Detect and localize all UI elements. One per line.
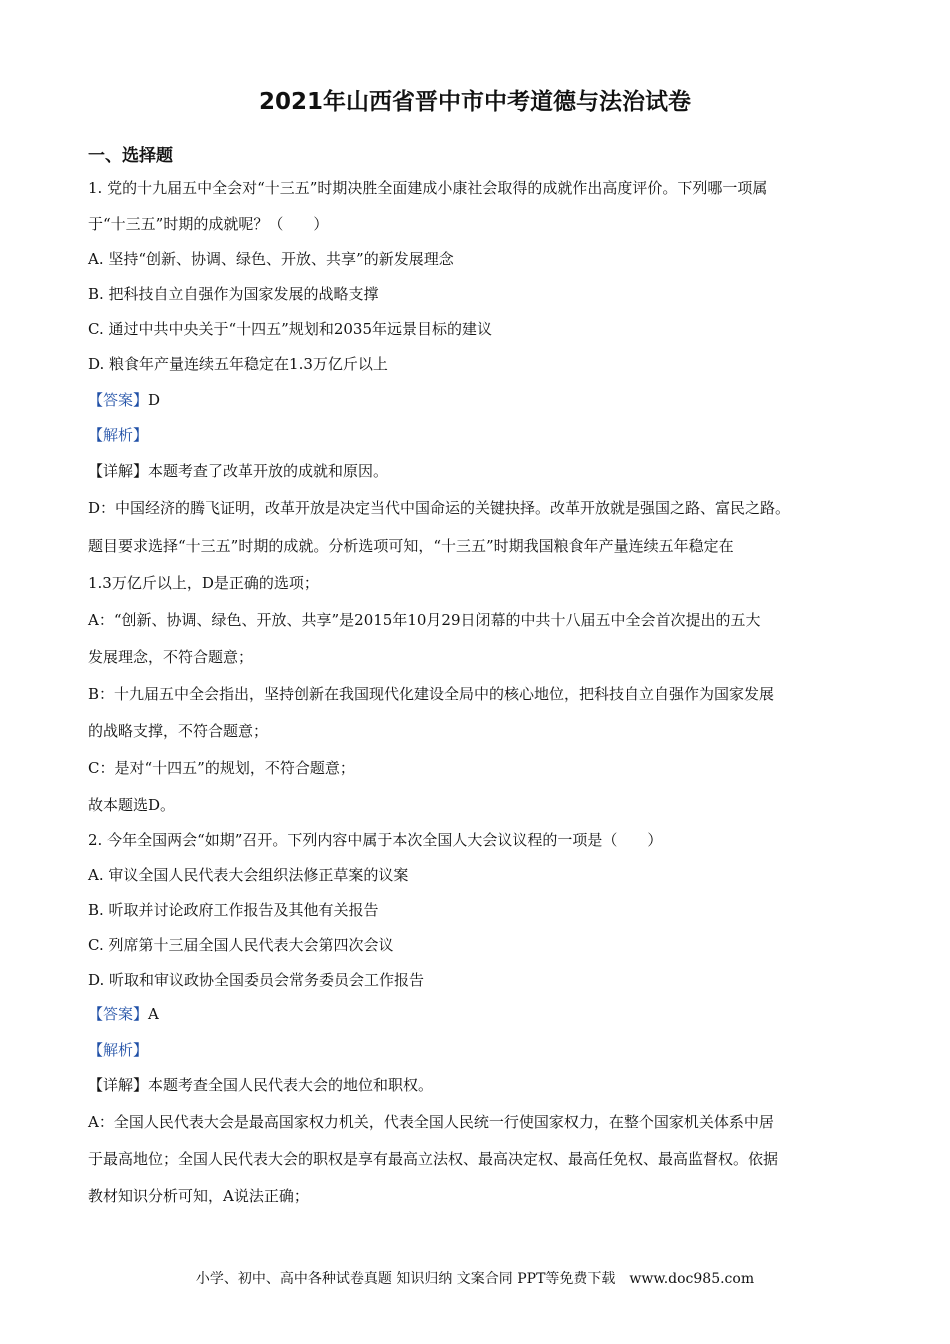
q1-answer [88, 390, 160, 410]
q2-analysis-tag: 【解析】 [88, 1041, 149, 1059]
q2-option-c: C. 列席第十三届全国人民代表大会第四次会议 [88, 936, 394, 954]
q2-option-d: D. 听取和审议政协全国委员会常务委员会工作报告 [88, 971, 425, 989]
q2-explanation-1: A：全国人民代表大会是最高国家权力机关，代表全国人民统一行使国家权力，在整个国家机关体系中居 [88, 1113, 774, 1131]
q1-explanation-1: D：中国经济的腾飞证明，改革开放是决定当代中国命运的关键抉择。改革开放就是强国之路、富民之路。 [88, 499, 791, 517]
page-footer: 小学、初中、高中各种试卷真题 知识归纳 文案合同 PPT等免费下载 www.doc985.com [195, 1271, 755, 1287]
q2-detail [88, 1075, 433, 1095]
q1-option-a: A. 坚持“创新、协调、绿色、开放、共享”的新发展理念 [88, 250, 454, 268]
q1-explanation-4: A：“创新、协调、绿色、开放、共享”是2015年10月29日闭幕的中共十八届五中全会首次提出的五大 [88, 611, 761, 629]
detail-tag: 【详解】 [88, 1076, 149, 1094]
q2-explanation-2: 于最高地位；全国人民代表大会的职权是享有最高立法权、最高决定权、最高任免权、最高监督权。依据 [88, 1150, 779, 1168]
q1-option-d: D. 粮食年产量连续五年稳定在1.3万亿斤以上 [88, 355, 388, 373]
detail-text: 本题考查了改革开放的成就和原因。 [148, 462, 389, 480]
q1-explanation-5: 发展理念，不符合题意； [88, 648, 254, 666]
q1-explanation-6: B：十九届五中全会指出，坚持创新在我国现代化建设全局中的核心地位，把科技自立自强作为国家发展 [88, 685, 775, 703]
q1-analysis-tag: 【解析】 [88, 426, 149, 444]
q1-explanation-2: 题目要求选择“十三五”时期的成就。分析选项可知，“十三五”时期我国粮食年产量连续五年稳定在 [88, 537, 734, 555]
answer-tag: 【答案】 [88, 1005, 149, 1023]
q1-option-c: C. 通过中共中央关于“十四五”规划和2035年远景目标的建议 [88, 320, 492, 338]
detail-tag: 【详解】 [88, 462, 149, 480]
q2-option-b: B. 听取并讨论政府工作报告及其他有关报告 [88, 901, 379, 919]
q1-explanation-9: 故本题选D。 [88, 796, 176, 814]
q1-stem-line-1: 1. 党的十九届五中全会对“十三五”时期决胜全面建成小康社会取得的成就作出高度评价。下列哪一项属 [88, 179, 768, 197]
q1-explanation-8: C：是对“十四五”的规划，不符合题意； [88, 759, 355, 777]
q1-detail [88, 461, 388, 481]
q1-option-b: B. 把科技自立自强作为国家发展的战略支撑 [88, 285, 379, 303]
answer-value: A [148, 1005, 159, 1023]
page-title: 2021年山西省晋中市中考道德与法治试卷 [258, 89, 691, 115]
q2-answer [88, 1004, 159, 1024]
q1-stem-line-2: 于“十三五”时期的成就呢？（ ） [88, 215, 329, 233]
q1-explanation-3: 1.3万亿斤以上，D是正确的选项； [88, 574, 319, 592]
q2-stem: 2. 今年全国两会“如期”召开。下列内容中属于本次全国人大会议议程的一项是（ ） [88, 831, 663, 849]
q2-option-a: A. 审议全国人民代表大会组织法修正草案的议案 [88, 866, 409, 884]
detail-text: 本题考查全国人民代表大会的地位和职权。 [148, 1076, 434, 1094]
answer-tag: 【答案】 [88, 391, 149, 409]
answer-value: D [148, 391, 161, 409]
q1-explanation-7: 的战略支撑，不符合题意； [88, 722, 269, 740]
section-heading: 一、选择题 [88, 146, 173, 166]
q2-explanation-3: 教材知识分析可知，A说法正确； [88, 1187, 309, 1205]
